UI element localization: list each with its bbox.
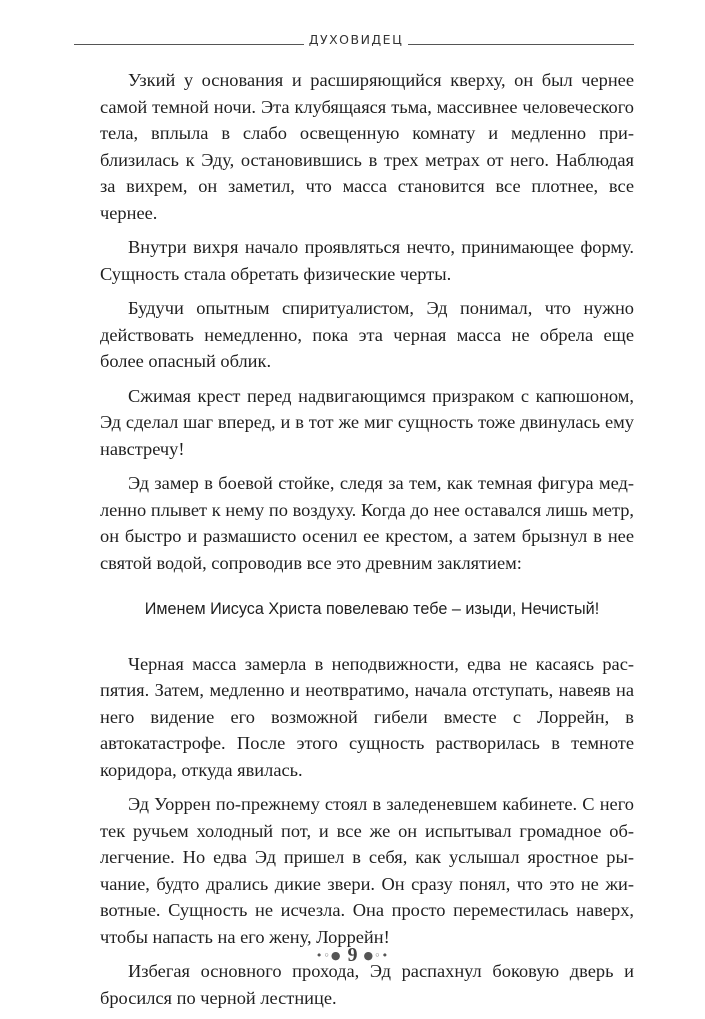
incantation-quote: Именем Иисуса Христа повелеваю тебе – изыди, Нечистый! bbox=[144, 600, 600, 618]
header-rule-right bbox=[408, 44, 634, 45]
paragraph-2: Внутри вихря начало проявляться нечто, принимающее форму. Сущность стала обретать физические черты. bbox=[100, 237, 634, 284]
paragraph-8: Избегая основного прохода, Эд распахнул боковую дверь и бросился по черной лестнице. bbox=[100, 961, 634, 1008]
header-rule-left bbox=[74, 44, 304, 45]
paragraph-3: Будучи опытным спиритуалистом, Эд понимал, что нужно действовать немедленно, пока эта черная масса не обрела еще более опасный облик. bbox=[100, 298, 634, 371]
running-title: ДУХОВИДЕЦ bbox=[308, 32, 404, 47]
page-body bbox=[100, 67, 634, 1019]
paragraph-1: Узкий у основания и расширяющийся кверху, он был чернее самой темной ночи. Эта клубящаяся тьма, массивнее человеческого тела, вплыла в слабо освещенную комнату и медленно приблизилась к Эду, остановившись в трех метрах от него. Наблюдая за вихрем, он заметил, что масса становится все плотнее, все чернее. bbox=[100, 70, 634, 223]
running-header bbox=[74, 30, 634, 56]
page-number: 9 bbox=[347, 943, 358, 966]
paragraph-4: Сжимая крест перед надвигающимся призраком с капюшоном, Эд сделал шаг вперед, и в тот же миг сущность тоже двинулась ему навстречу! bbox=[100, 385, 634, 459]
footer-ornament-left: •◦● bbox=[315, 948, 342, 962]
page-footer bbox=[0, 940, 705, 970]
paragraph-7: Эд Уоррен по-прежнему стоял в заледеневшем кабинете. С него тек ручьем холодный пот, и все же он испытывал громадное облегчение. Но едва Эд пришел в себя, как услышал яростное рычание, будто дрались дикие звери. Он сразу понял, что это не животные. Сущность не исчезла. Она просто переместилась наверх, чтобы напасть на его жену, Лоррейн! bbox=[100, 794, 634, 947]
paragraph-6: Черная масса замерла в неподвижности, едва не касаясь распятия. Затем, медленно и неотвратимо, начала отступать, навеяв на него видение его возможной гибели вместе с Лоррейн, в автокатастрофе. После этого сущность растворилась в темноте коридора, откуда явилась. bbox=[100, 653, 634, 780]
paragraph-5: Эд замер в боевой стойке, следя за тем, как темная фигура медленно плывет к нему по воздуху. Когда до нее оставался лишь метр, он быстро и размашисто осенил ее крестом, а затем брызнул в нее святой водой, сопроводив все это древним заклятием: bbox=[100, 473, 634, 573]
footer-ornament-right: ●◦• bbox=[363, 948, 390, 962]
